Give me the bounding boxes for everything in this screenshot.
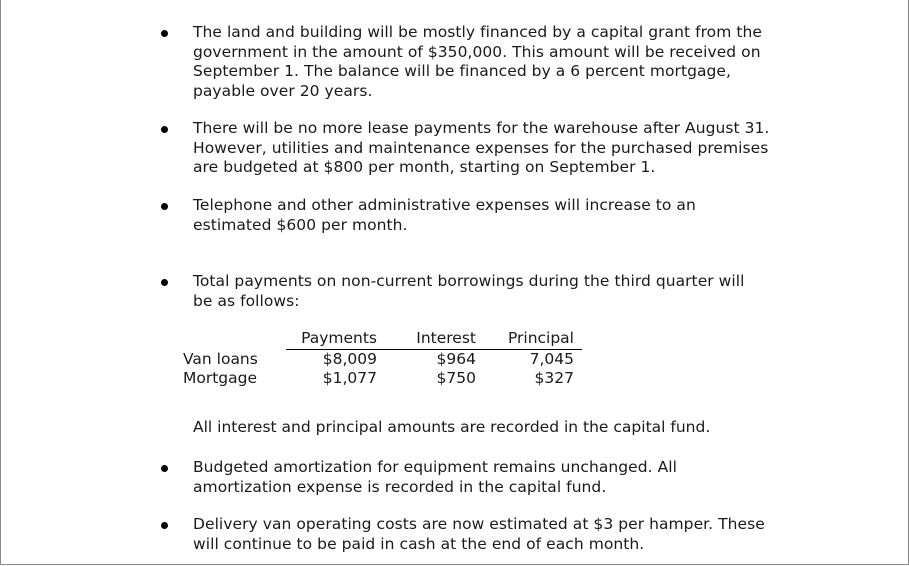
table-cell-principal: 7,045 <box>529 350 574 368</box>
bullet-text: Telephone and other administrative expenses will increase to an estimated $600 per month. <box>193 196 696 234</box>
bullet-text: Total payments on non-current borrowings during the third quarter will be as follows: <box>193 272 745 310</box>
table-cell-principal: $327 <box>534 369 574 387</box>
table-header-payments: Payments <box>301 329 377 347</box>
table-header-principal: Principal <box>507 329 574 347</box>
table-row-label: Van loans <box>183 350 258 368</box>
bullet-dot <box>161 30 168 37</box>
capital-fund-note: All interest and principal amounts are recorded in the capital fund. <box>193 418 711 436</box>
table-cell-interest: $750 <box>436 369 476 387</box>
bullet-text: There will be no more lease payments for the warehouse after August 31. However, utilities and maintenance expenses for the purchased premises are budgeted at $800 per month, starting on September 1. <box>193 119 770 177</box>
table-cell-payments: $1,077 <box>322 369 377 387</box>
table-row-label: Mortgage <box>183 369 258 387</box>
bullet-text: Delivery van operating costs are now estimated at $3 per hamper. These will continue to be paid in cash at the end of each month. <box>193 515 765 553</box>
table-cell-interest: $964 <box>436 350 476 368</box>
bullet-dot <box>161 126 168 133</box>
table-header-interest: Interest <box>416 329 476 347</box>
bullet-dot <box>161 279 168 286</box>
table-cell-payments: $8,009 <box>322 350 377 368</box>
bullet-text: The land and building will be mostly financed by a capital grant from the government in the amount of $350,000. This amount will be received on September 1. The balance will be financed by a 6 percent mortgage, payable over 20 years. <box>193 23 762 100</box>
bullet-text: Budgeted amortization for equipment remains unchanged. All amortization expense is recorded in the capital fund. <box>193 458 677 496</box>
bullet-dot <box>161 465 168 472</box>
bullet-dot <box>161 522 168 529</box>
bullet-dot <box>161 203 168 210</box>
